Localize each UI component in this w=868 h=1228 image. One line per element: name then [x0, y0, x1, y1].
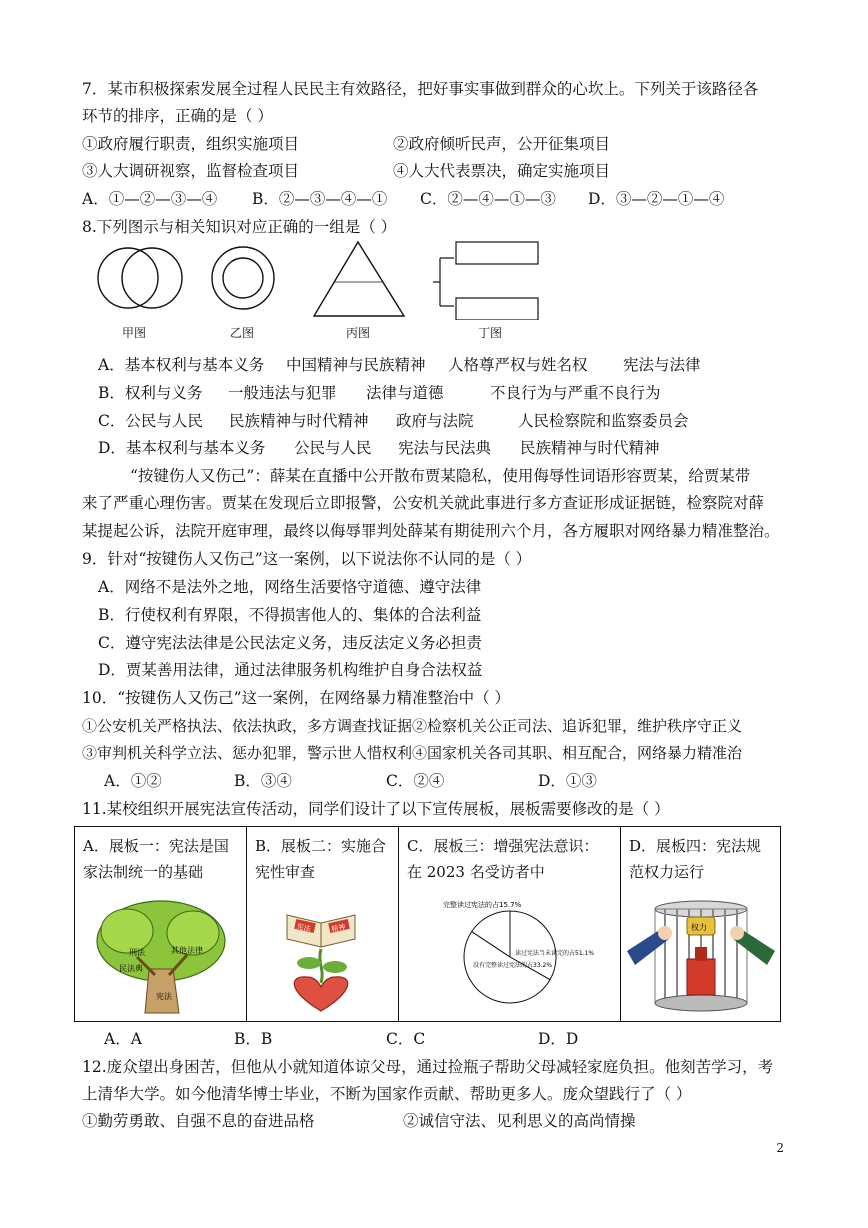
venn-diagram-figure	[98, 248, 182, 308]
q7-item-1: ①政府履行职责，组织实施项目	[82, 135, 300, 153]
q8-a-col4: 宪法与法律	[623, 356, 701, 374]
q8-c-col2: 民族精神与时代精神	[229, 412, 369, 430]
q7-item-2: ②政府倾听民声，公开征集项目	[393, 135, 611, 153]
q9-option-a: A．网络不是法外之地，网络生活要恪守道德、遵守法律	[98, 578, 482, 596]
q7-item-3: ③人大调研视察，监督检查项目	[82, 162, 300, 180]
q7-option-d: D．③—②—①—④	[588, 190, 725, 208]
q7-stem-line2: 环节的排序，正确的是（ ）	[82, 107, 273, 125]
material-line2: 来了严重心理伤害。贾某在发现后立即报警，公安机关就此事进行多方查证形成证据链，检察院对薛	[82, 494, 765, 512]
q8-a-col3: 人格尊严权与姓名权	[448, 356, 588, 374]
panel-b	[247, 827, 399, 1022]
page-number: 2	[776, 1141, 784, 1155]
panel-d-title: D．展板四：宪法规范权力运行	[629, 837, 762, 881]
q10-option-d: D．①③	[538, 772, 597, 790]
material-line1: “按键伤人又伤己”：薛某在直播中公开散布贾某隐私，使用侮辱性词语形容贾某，给贾某带	[130, 467, 751, 485]
q11-option-b: B．B	[234, 1030, 273, 1048]
q8-a-col2: 中国精神与民族精神	[286, 356, 426, 374]
tree-label-criminal-law: 刑法	[129, 948, 145, 957]
q8-d-col2: 公民与人民	[294, 439, 372, 457]
q11-option-a: A．A	[104, 1030, 142, 1048]
q11-stem: 11.某校组织开展宪法宣传活动，同学们设计了以下宣传展板，展板需要修改的是（ ）	[82, 800, 670, 818]
q10-option-b: B．③④	[234, 772, 292, 790]
figure-label-yi: 乙图	[230, 326, 255, 340]
panel-a-title: A．展板一：宪法是国家法制统一的基础	[83, 837, 229, 881]
book-label-constitution: 宪法	[295, 922, 312, 934]
q8-figures	[90, 240, 550, 320]
tree-label-other-laws: 其他法律	[171, 946, 203, 955]
q8-c-col4: 人民检察院和监察委员会	[518, 412, 689, 430]
concentric-circles-figure	[212, 247, 274, 309]
panel-c-title: C．展板三：增强宪法意识：在 2023 名受访者中	[407, 837, 599, 881]
q10-line2: ③审判机关科学立法、惩办犯罪，警示世人惜权利④国家机关各司其职、相互配合，网络暴力精准治	[82, 744, 743, 762]
q7-item-4: ④人大代表票决，确定实施项目	[393, 162, 611, 180]
q12-item-1: ①勤劳勇敢、自强不息的奋进品格	[82, 1112, 315, 1130]
q7-option-b: B．②—③—④—①	[252, 190, 388, 208]
q12-item-2: ②诚信守法、见利思义的高尚情操	[403, 1112, 636, 1130]
figure-label-jia: 甲图	[122, 326, 147, 340]
q8-b-col2: 一般违法与犯罪	[228, 384, 337, 402]
panel-d	[621, 827, 781, 1022]
bracket-diagram-figure	[433, 242, 538, 320]
q8-b-col1: B．权利与义务	[98, 384, 203, 402]
q11-panels-table	[74, 826, 781, 1022]
figure-label-ding: 丁图	[478, 326, 503, 340]
q8-d-col1: D．基本权利与基本义务	[98, 439, 266, 457]
q7-option-c: C．②—④—①—③	[420, 190, 556, 208]
q8-c-col3: 政府与法院	[396, 412, 474, 430]
power-cage-illustration	[621, 895, 781, 1015]
q11-option-d: D．D	[538, 1030, 579, 1048]
q7-option-a: A．①—②—③—④	[82, 190, 218, 208]
q8-stem: 8.下列图示与相关知识对应正确的一组是（ ）	[82, 218, 397, 236]
q12-line2: 上清华大学。如今他清华博士毕业，不断为国家作贡献、帮助更多人。庞众望践行了（ ）	[82, 1085, 692, 1103]
q9-option-d: D．贾某善用法律，通过法律服务机构维护自身合法权益	[98, 661, 483, 679]
q8-d-col3: 宪法与民法典	[398, 439, 492, 457]
figure-label-bing: 丙图	[346, 326, 371, 340]
q8-b-col4: 不良行为与严重不良行为	[490, 384, 661, 402]
pie-label-not-complete: 没有完整读过宪法的占33.2%	[473, 962, 553, 969]
pie-label-partially-read: 读过宪法当未读完的占51.1%	[515, 950, 595, 957]
tree-label-civil-code: 民法典	[119, 964, 143, 973]
survey-pie-chart	[399, 895, 621, 1015]
tree-illustration	[75, 895, 247, 1015]
pie-label-read-complete: 完整读过宪法的占15.7%	[443, 901, 522, 909]
panel-c	[399, 827, 621, 1022]
book-plant-illustration	[247, 895, 399, 1015]
panel-a	[75, 827, 247, 1022]
q9-option-b: B．行使权利有界限，不得损害他人的、集体的合法利益	[98, 606, 482, 624]
lock-label-power: 权力	[691, 923, 707, 932]
panel-b-title: B．展板二：实施合宪性审查	[255, 837, 387, 881]
q10-option-c: C．②④	[386, 772, 445, 790]
q10-option-a: A．①②	[104, 772, 162, 790]
q8-a-col1: A．基本权利与基本义务	[98, 356, 265, 374]
triangle-figure	[314, 242, 404, 316]
q8-d-col4: 民族精神与时代精神	[520, 439, 660, 457]
q9-stem: 9．针对“按键伤人又伤己”这一案例，以下说法你不认同的是（ ）	[82, 550, 532, 568]
q11-option-c: C．C	[386, 1030, 426, 1048]
q9-option-c: C．遵守宪法法律是公民法定义务，违反法定义务必担责	[98, 634, 482, 652]
book-label-spirit: 精神	[330, 922, 347, 934]
tree-label-constitution: 宪法	[156, 992, 172, 1001]
material-line3: 某提起公诉，法院开庭审理，最终以侮辱罪判处薛某有期徒刑六个月，各方履职对网络暴力精准整治。	[82, 522, 780, 540]
q8-b-col3: 法律与道德	[366, 384, 444, 402]
q10-line1: ①公安机关严格执法、依法执政，多方调查找证据②检察机关公正司法、追诉犯罪，维护秩序守正义	[82, 717, 743, 735]
q8-c-col1: C．公民与人民	[98, 412, 203, 430]
q12-line1: 12.庞众望出身困苦，但他从小就知道体谅父母，通过捡瓶子帮助父母减轻家庭负担。他刻苦学习，考	[82, 1058, 774, 1076]
q7-stem-line1: 7．某市积极探索发展全过程人民民主有效路径，把好事实事做到群众的心坎上。下列关于该路径各	[82, 80, 759, 98]
q10-stem: 10．“按键伤人又伤己”这一案例，在网络暴力精准整治中（ ）	[82, 689, 511, 707]
